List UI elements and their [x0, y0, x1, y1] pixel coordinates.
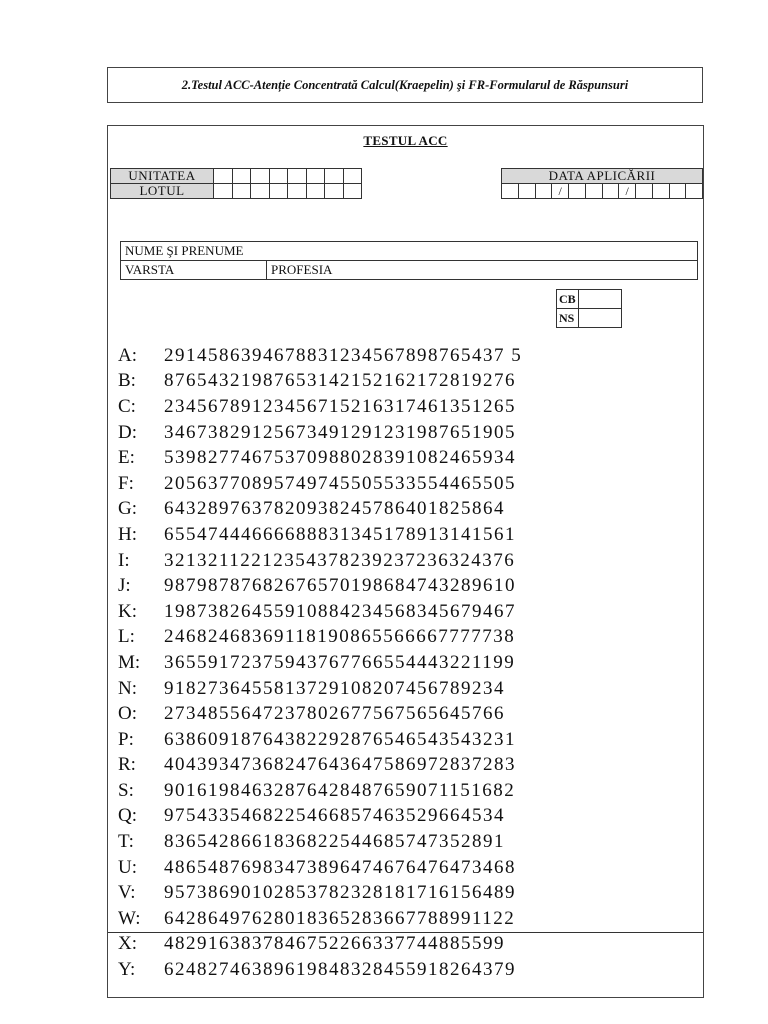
lot-box[interactable] — [214, 184, 233, 199]
row-digits: 53982774675370988028391082465934 — [164, 447, 516, 469]
lot-box[interactable] — [288, 184, 307, 199]
digit-row — [118, 522, 698, 548]
row-digits: 23456789123456715216317461351265 — [164, 395, 516, 417]
digit-row — [118, 497, 698, 523]
row-digits: 48654876983473896474676476473468 — [164, 856, 516, 878]
digit-row — [118, 573, 698, 599]
row-label: W: — [118, 907, 141, 929]
cb-value-box[interactable] — [578, 290, 621, 309]
row-digits: 36559172375943767766554443221199 — [164, 651, 516, 673]
lot-box[interactable] — [306, 184, 325, 199]
row-label: P: — [118, 728, 134, 750]
test-form — [107, 125, 704, 998]
cb-label: CB — [557, 290, 579, 309]
digit-row — [118, 471, 698, 497]
age-field[interactable] — [121, 261, 267, 280]
row-label: S: — [118, 779, 134, 801]
date-box[interactable] — [686, 184, 703, 199]
row-digits: 2734855647237802677567565645766 — [164, 703, 505, 725]
row-label: V: — [118, 882, 136, 904]
digit-row — [118, 650, 698, 676]
ns-value-box[interactable] — [578, 309, 621, 328]
score-table — [556, 289, 622, 328]
digit-row — [118, 420, 698, 446]
date-box[interactable] — [535, 184, 552, 199]
date-grid — [501, 168, 703, 199]
section-divider — [108, 932, 703, 933]
lot-label: LOTUL — [111, 184, 214, 199]
date-box[interactable] — [585, 184, 602, 199]
row-digits: 34673829125673491291231987651905 — [164, 421, 516, 443]
digit-row — [118, 445, 698, 471]
row-label: L: — [118, 626, 135, 648]
unit-box[interactable] — [232, 169, 251, 184]
row-label: Y: — [118, 959, 136, 981]
row-digits: 20563770895749745505533554465505 — [164, 472, 516, 494]
unit-box[interactable] — [288, 169, 307, 184]
row-digits: 32132112212354378239237236324376 — [164, 549, 516, 571]
row-label: Q: — [118, 805, 137, 827]
row-digits: 6432897637820938245786401825864 — [164, 498, 505, 520]
digit-row — [118, 753, 698, 779]
lot-box[interactable] — [325, 184, 344, 199]
lot-box[interactable] — [269, 184, 288, 199]
test-title: TESTUL ACC — [363, 133, 448, 148]
unit-box[interactable] — [269, 169, 288, 184]
digit-row — [118, 957, 698, 983]
row-label: N: — [118, 677, 137, 699]
date-box[interactable] — [652, 184, 669, 199]
row-digits: 62482746389619848328455918264379 — [164, 959, 516, 981]
row-label: O: — [118, 703, 137, 725]
row-label: G: — [118, 498, 137, 520]
digit-row — [118, 343, 698, 369]
row-digits: 87654321987653142152162172819276 — [164, 370, 516, 392]
date-box[interactable] — [569, 184, 586, 199]
row-label: J: — [118, 575, 131, 597]
row-digits: 95738690102853782328181716156489 — [164, 882, 516, 904]
row-label: B: — [118, 370, 136, 392]
digit-row — [118, 625, 698, 651]
digit-row — [118, 701, 698, 727]
row-label: K: — [118, 600, 137, 622]
date-separator: / — [619, 184, 636, 199]
unit-box[interactable] — [343, 169, 362, 184]
date-label: DATA APLICĂRII — [502, 169, 703, 184]
unit-box[interactable] — [251, 169, 270, 184]
digit-row — [118, 906, 698, 932]
profession-field[interactable] — [267, 261, 698, 280]
row-label: U: — [118, 856, 137, 878]
unit-box[interactable] — [214, 169, 233, 184]
unit-box[interactable] — [306, 169, 325, 184]
row-digits: 2914586394678831234567898765437 5 — [164, 344, 523, 366]
row-label: A: — [118, 344, 137, 366]
digit-row — [118, 676, 698, 702]
digit-rows — [118, 343, 698, 983]
row-digits: 24682468369118190865566667777738 — [164, 626, 516, 648]
digit-row — [118, 548, 698, 574]
row-digits: 90161984632876428487659071151682 — [164, 779, 516, 801]
row-label: M: — [118, 651, 141, 673]
lot-box[interactable] — [251, 184, 270, 199]
date-box[interactable] — [636, 184, 653, 199]
lot-box[interactable] — [343, 184, 362, 199]
digit-row — [118, 599, 698, 625]
row-digits: 63860918764382292876546543543231 — [164, 728, 516, 750]
row-digits: 8365428661836822544685747352891 — [164, 831, 505, 853]
row-label: E: — [118, 447, 135, 469]
date-box[interactable] — [502, 184, 519, 199]
digit-row — [118, 829, 698, 855]
date-separator: / — [552, 184, 569, 199]
row-digits: 9182736455813729108207456789234 — [164, 677, 505, 699]
row-label: R: — [118, 754, 136, 776]
date-box[interactable] — [669, 184, 686, 199]
age-label: VARSTA — [125, 262, 175, 277]
digit-row — [118, 804, 698, 830]
unit-label: UNITATEA — [111, 169, 214, 184]
row-digits: 65547444666688831345178913141561 — [164, 523, 516, 545]
row-digits: 98798787682676570198684743289610 — [164, 575, 516, 597]
profession-label: PROFESIA — [271, 262, 333, 277]
row-label: T: — [118, 831, 134, 853]
digit-row — [118, 394, 698, 420]
row-label: X: — [118, 933, 137, 955]
digit-row — [118, 778, 698, 804]
row-digits: 64286497628018365283667788991122 — [164, 907, 516, 929]
row-label: D: — [118, 421, 137, 443]
page-heading — [107, 67, 703, 103]
row-label: F: — [118, 472, 134, 494]
date-box[interactable] — [602, 184, 619, 199]
page-heading-text: 2.Testul ACC-Atenție Concentrată Calcul(Kraepelin) şi FR-Formularul de Răspunsuri — [181, 77, 629, 92]
date-box[interactable] — [518, 184, 535, 199]
row-label: H: — [118, 523, 137, 545]
name-label: NUME ŞI PRENUME — [125, 243, 244, 258]
digit-row — [118, 855, 698, 881]
lot-box[interactable] — [232, 184, 251, 199]
unit-box[interactable] — [325, 169, 344, 184]
row-label: I: — [118, 549, 130, 571]
digit-row — [118, 369, 698, 395]
digit-row — [118, 880, 698, 906]
unit-lot-grid — [110, 168, 362, 199]
digit-row — [118, 727, 698, 753]
row-digits: 19873826455910884234568345679467 — [164, 600, 516, 622]
row-digits: 40439347368247643647586972837283 — [164, 754, 516, 776]
name-field[interactable] — [121, 242, 698, 261]
ns-label: NS — [557, 309, 579, 328]
personal-info-table — [120, 241, 698, 280]
row-digits: 4829163837846752266337744885599 — [164, 933, 505, 955]
digit-row — [118, 932, 698, 958]
row-label: C: — [118, 395, 136, 417]
row-digits: 9754335468225466857463529664534 — [164, 805, 505, 827]
